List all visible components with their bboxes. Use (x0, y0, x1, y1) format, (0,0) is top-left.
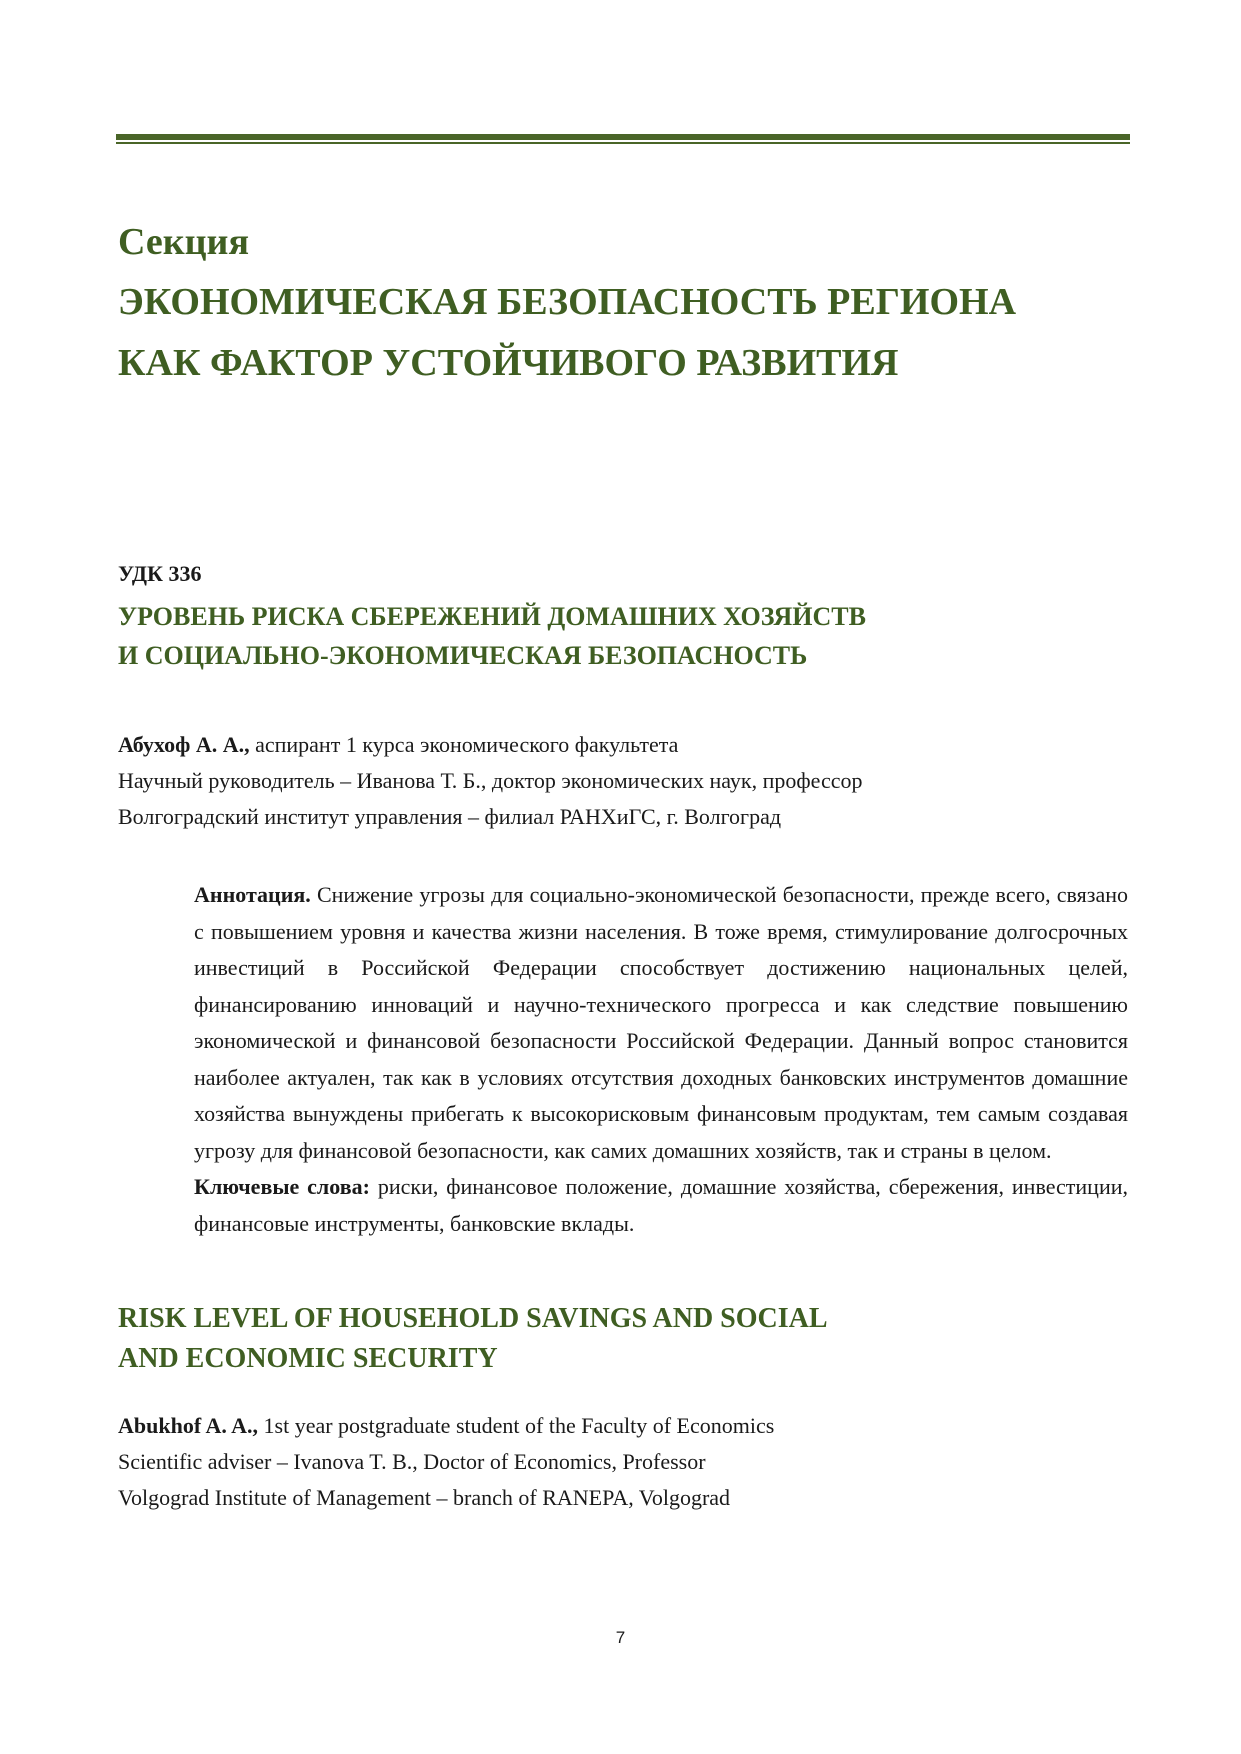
article-title-en-line-1: RISK LEVEL OF HOUSEHOLD SAVINGS AND SOCIAL (118, 1303, 828, 1334)
article-title-ru-line-2: И СОЦИАЛЬНО-ЭКОНОМИЧЕСКАЯ БЕЗОПАСНОСТЬ (118, 641, 808, 670)
article-title-ru-line-1: УРОВЕНЬ РИСКА СБЕРЕЖЕНИЙ ДОМАШНИХ ХОЗЯЙСТВ (118, 602, 866, 631)
author-line-ru (118, 727, 863, 763)
abstract-text: Снижение угрозы для социально-экономической безопасности, прежде всего, связано с повышением уровня и качества жизни населения. В тоже время, стимулирование долгосрочных инвестиций в Российской Федерации способствует достижению национальных целей, финансированию инноваций и научно-технического прогресса и как следствие повышению экономической и финансовой безопасности Российской Федерации. Данный вопрос становится наиболее актуален, так как в условиях отсутствия доходных банковских инструментов домашние хозяйства вынуждены прибегать к высокорисковым финансовым продуктам, тем самым создавая угрозу для финансовой безопасности, как самих домашних хозяйств, так и страны в целом. (194, 882, 1128, 1163)
advisor-en: Scientific adviser – Ivanova T. B., Doctor of Economics, Professor (118, 1449, 706, 1474)
section-title-line-2: КАК ФАКТОР УСТОЙЧИВОГО РАЗВИТИЯ (118, 342, 899, 384)
advisor-ru: Научный руководитель – Иванова Т. Б., доктор экономических наук, профессор (118, 768, 863, 793)
author-block-en (118, 1408, 774, 1516)
article-title-ru (118, 597, 1128, 675)
article-title-en (118, 1299, 1128, 1379)
udk-code: УДК 336 (118, 561, 202, 586)
header-rule-thin (116, 142, 1130, 144)
keywords-label: Ключевые слова: (194, 1174, 370, 1199)
section-title-line-1: ЭКОНОМИЧЕСКАЯ БЕЗОПАСНОСТЬ РЕГИОНА (118, 281, 1017, 323)
affiliation-ru: Волгоградский институт управления – филиал РАНХиГС, г. Волгоград (118, 804, 782, 829)
keywords-paragraph (194, 1169, 1128, 1242)
author-name-ru: Абухоф А. А., (118, 732, 250, 757)
affiliation-en: Volgograd Institute of Management – branch of RANEPA, Volgograd (118, 1485, 731, 1510)
author-line-en (118, 1408, 774, 1444)
author-name-en: Abukhof A. A., (118, 1413, 259, 1438)
abstract-paragraph (194, 877, 1128, 1169)
section-title (118, 272, 1128, 394)
page-number: 7 (615, 1628, 626, 1647)
section-label: Секция (118, 221, 250, 263)
author-block-ru (118, 727, 863, 835)
keywords-text: риски, финансовое положение, домашние хозяйства, сбережения, инвестиции, финансовые инструменты, банковские вклады. (194, 1174, 1128, 1236)
author-desc-en: 1st year postgraduate student of the Faculty of Economics (258, 1413, 775, 1438)
abstract-block (194, 877, 1128, 1242)
header-rule-thick (116, 134, 1130, 140)
section-heading (118, 214, 1128, 394)
article-title-en-line-2: AND ECONOMIC SECURITY (118, 1343, 498, 1374)
author-desc-ru: аспирант 1 курса экономического факультета (249, 732, 679, 757)
abstract-label: Аннотация. (194, 882, 311, 907)
